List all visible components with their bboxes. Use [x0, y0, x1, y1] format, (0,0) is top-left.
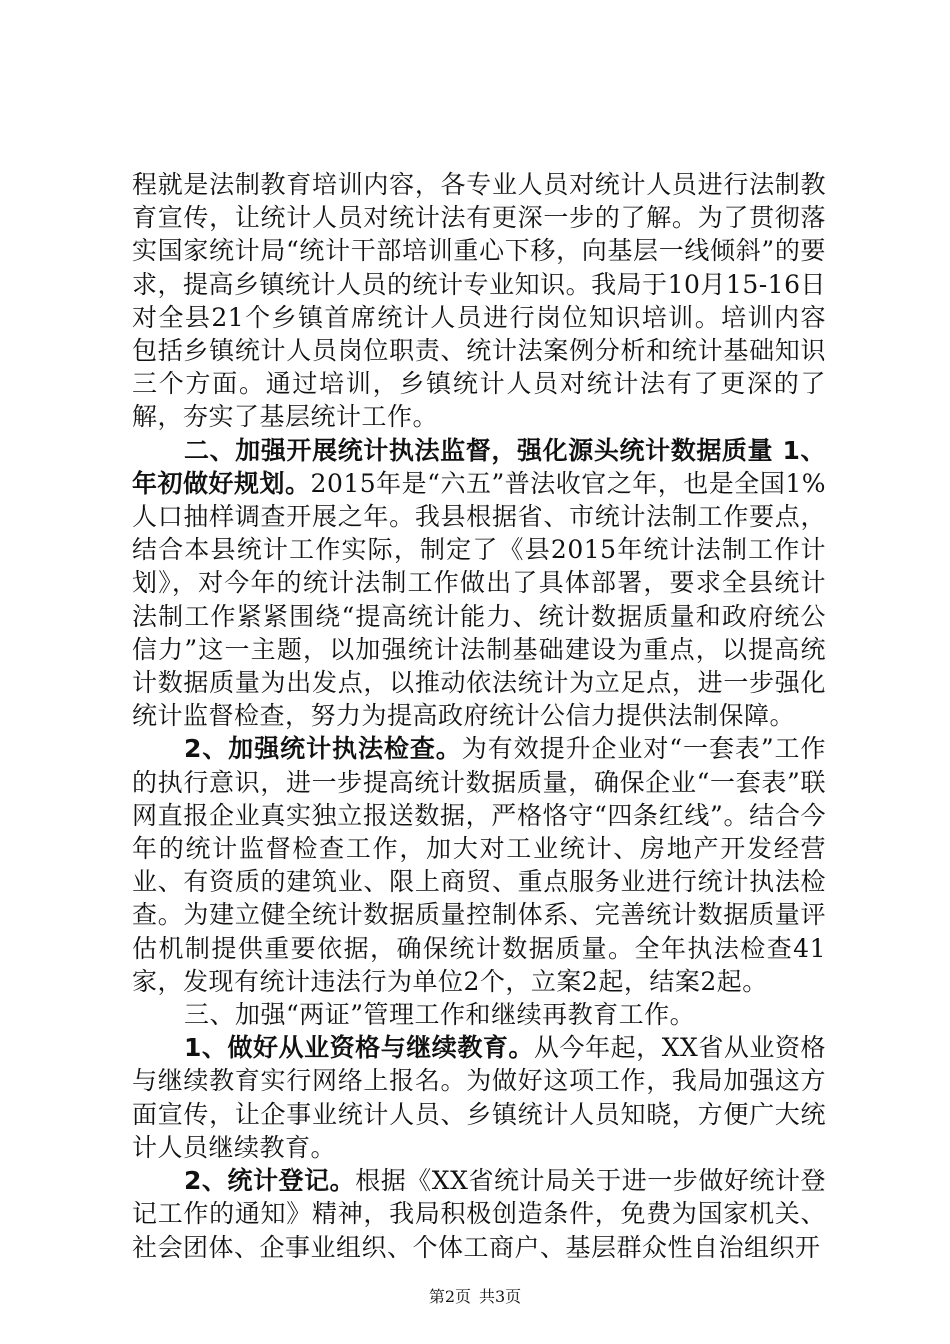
paragraph-training-text: 程就是法制教育培训内容，各专业人员对统计人员进行法制教育宣传，让统计人员对统计法有更深一步的了解。为了贯彻落实国家统计局“统计干部培训重心下移，向基层一线倾斜”的要求，提高乡镇统计人员的统计专业知识。我局于10月15-16日对全县21个乡镇首席统计人员进行岗位知识培训。培训内容包括乡镇统计人员岗位职责、统计法案例分析和统计基础知识三个方面。通过培训，乡镇统计人员对统计法有了更深的了解，夯实了基层统计工作。 — [132, 170, 826, 432]
enforcement-text: 为有效提升企业对“一套表”工作的执行意识，进一步提高统计数据质量，确保企业“一套表”联网直报企业真实独立报送数据，严格恪守“四条红线”。结合今年的统计监督检查工作，加大对工业统计、房地产开发经营业、有资质的建筑业、限上商贸、重点服务业进行统计执法检查。为建立健全统计数据质量控制体系、完善统计数据质量评估机制提供重要依据，确保统计数据质量。全年执法检查41家，发现有统计违法行为单位2个，立案2起，结案2起。 — [132, 734, 826, 996]
paragraph-qualification — [132, 1031, 826, 1164]
section-two-text: 2015年是“六五”普法收官之年，也是全国1%人口抽样调查开展之年。我县根据省、市统计法制工作要点，结合本县统计工作实际，制定了《县2015年统计法制工作计划》，对今年的统计法制工作做出了具体部署，要求全县统计法制工作紧紧围绕“提高统计能力、统计数据质量和政府统公信力”这一主题，以加强统计法制基础建设为重点，以提高统计数据质量为出发点，以推动依法统计为立足点，进一步强化统计监督检查，努力为提高政府统计公信力提供法制保障。 — [132, 468, 826, 731]
section-three-heading: 三、加强“两证”管理工作和继续再教育工作。 — [184, 1000, 696, 1030]
page-total: 共3页 — [479, 1287, 522, 1306]
section-two-heading: 二、加强开展统计执法监督，强化源头统计数据质量 1、年初做好规划。 — [132, 435, 826, 498]
paragraph-section-three — [132, 998, 826, 1031]
paragraph-enforcement — [132, 732, 826, 998]
page-footer — [0, 1284, 950, 1307]
enforcement-heading: 2、加强统计执法检查。 — [184, 734, 462, 764]
registration-text: 根据《XX省统计局关于进一步做好统计登记工作的通知》精神，我局积极创造条件，免费为国家机关、社会团体、企事业组织、个体工商户、基层群众性自治组织开 — [132, 1166, 826, 1262]
document-body — [132, 168, 826, 1264]
qualification-text: 从今年起，XX省从业资格与继续教育实行网络上报名。为做好这项工作，我局加强这方面宣传，让企事业统计人员、乡镇统计人员知晓，方便广大统计人员继续教育。 — [132, 1033, 826, 1162]
qualification-heading: 1、做好从业资格与继续教育。 — [184, 1033, 534, 1063]
paragraph-training — [132, 168, 826, 434]
registration-heading: 2、统计登记。 — [184, 1166, 356, 1196]
page-number: 第2页 — [428, 1287, 471, 1306]
paragraph-section-two — [132, 434, 826, 733]
paragraph-registration — [132, 1164, 826, 1264]
